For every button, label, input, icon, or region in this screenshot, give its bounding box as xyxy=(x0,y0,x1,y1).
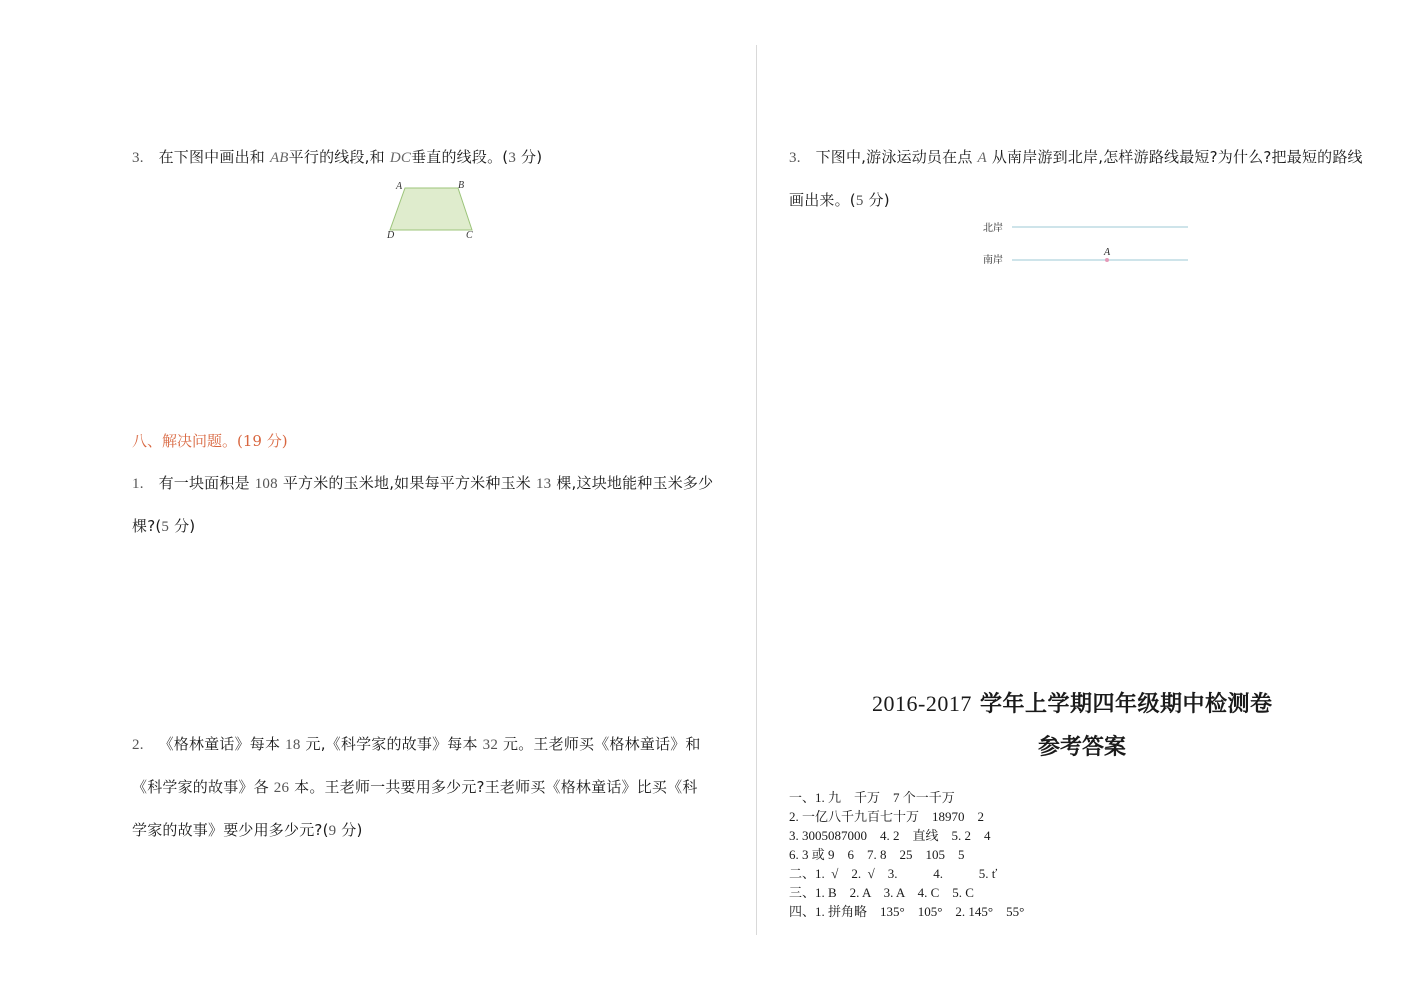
svg-text:A: A xyxy=(1104,247,1111,258)
question-1-line-1: 1. 有一块面积是 108 平方米的玉米地,如果每平方米种玉米 13 棵,这块地能种玉米多少 xyxy=(132,474,714,492)
question-3-right-line-2: 画出来。(5 分) xyxy=(789,191,890,209)
question-2-line-1: 2. 《格林童话》每本 18 元,《科学家的故事》每本 32 元。王老师买《格林童话》和 xyxy=(132,735,701,753)
question-1-line-2: 棵?(5 分) xyxy=(132,517,196,535)
svg-text:B: B xyxy=(458,180,465,191)
page-divider xyxy=(756,45,757,935)
answer-line: 2. 一亿八千九百七十万 18970 2 xyxy=(789,809,985,824)
svg-text:D: D xyxy=(387,230,395,240)
answer-list xyxy=(789,788,1024,921)
question-3-right-line-1: 3. 下图中,游泳运动员在点 A 从南岸游到北岸,怎样游路线最短?为什么?把最短的路线 xyxy=(789,148,1363,166)
question-2-line-2: 《科学家的故事》各 26 本。王老师一共要用多少元?王老师买《格林童话》比买《科 xyxy=(132,778,698,796)
answer-line: 三、1. B 2. A 3. A 4. C 5. C xyxy=(789,885,974,900)
svg-text:C: C xyxy=(466,230,473,240)
svg-text:A: A xyxy=(396,181,403,192)
answer-key-title: 2016-2017 学年上学期四年级期中检测卷 xyxy=(872,691,1273,717)
trapezoid-figure xyxy=(380,175,480,240)
river-diagram xyxy=(975,215,1195,270)
question-3-left: 3. 在下图中画出和 AB平行的线段,和 DC垂直的线段。(3 分) xyxy=(132,148,543,166)
answer-key-subtitle: 参考答案 xyxy=(1038,735,1127,760)
svg-text:北岸: 北岸 xyxy=(983,223,1003,234)
answer-line: 6. 3 或 9 6 7. 8 25 105 5 xyxy=(789,847,965,862)
answer-line: 3. 3005087000 4. 2 直线 5. 2 4 xyxy=(789,828,991,843)
svg-text:南岸: 南岸 xyxy=(983,255,1003,266)
question-2-line-3: 学家的故事》要少用多少元?(9 分) xyxy=(132,821,363,839)
answer-line: 四、1. 拼角略 135° 105° 2. 145° 55° xyxy=(789,904,1025,919)
answer-line: 二、1. √ 2. √ 3. 4. 5. ť xyxy=(789,866,998,881)
section-8-heading: 八、解决问题。(19 分) xyxy=(132,432,288,450)
answer-line: 一、1. 九 千万 7 个一千万 xyxy=(789,790,955,805)
